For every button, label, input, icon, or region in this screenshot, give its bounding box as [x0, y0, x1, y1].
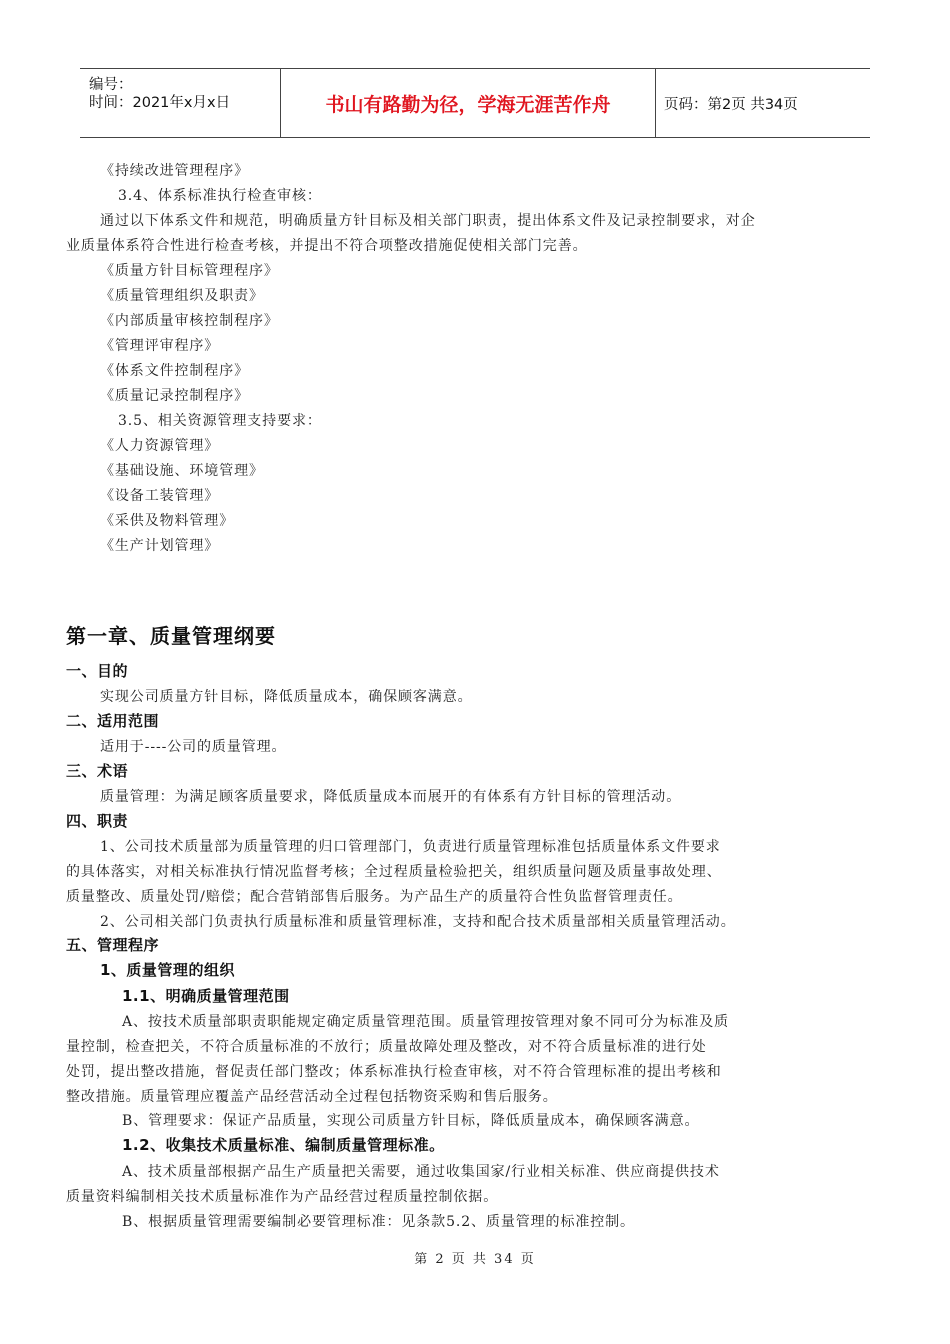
doc-line: 《体系文件控制程序》: [100, 363, 249, 379]
section-text: 实现公司质量方针目标，降低质量成本，确保顾客满意。: [100, 689, 473, 705]
page-footer: 第 2 页 共 34 页: [414, 1252, 536, 1267]
doc-line: 《基础设施、环境管理》: [100, 463, 264, 479]
paragraph-line: B、管理要求：保证产品质量，实现公司质量方针目标，降低质量成本，确保顾客满意。: [122, 1113, 700, 1129]
paragraph-line: 1、公司技术质量部为质量管理的归口管理部门，负责进行质量管理标准包括质量体系文件要求: [100, 839, 721, 855]
doc-line: 《质量管理组织及职责》: [100, 288, 264, 304]
header-motto-cell: [281, 69, 656, 137]
paragraph-line: 质量资料编制相关技术质量标准作为产品经营过程质量控制依据。: [66, 1189, 499, 1205]
paragraph-line: 整改措施。质量管理应覆盖产品经营活动全过程包括物资采购和售后服务。: [66, 1089, 558, 1105]
section-text: 适用于----公司的质量管理。: [100, 739, 287, 755]
paragraph-line: A、按技术质量部职责职能规定确定质量管理范围。质量管理按管理对象不同可分为标准及质: [122, 1014, 730, 1030]
paragraph-line: A、技术质量部根据产品生产质量把关需要，通过收集国家/行业相关标准、供应商提供技术: [122, 1164, 720, 1180]
subsection-title: 1.1、明确质量管理范围: [122, 987, 290, 1005]
number-label: 编号：: [89, 77, 133, 93]
paragraph-line: 处罚，提出整改措施，督促责任部门整改；体系标准执行检查审核，对不符合管理标准的提出考核和: [66, 1064, 722, 1080]
paragraph-line: 的具体落实，对相关标准执行情况监督考核；全过程质量检验把关，组织质量问题及质量事故处理、: [66, 864, 722, 880]
paragraph-line: 质量整改、质量处罚/赔偿；配合营销部售后服务。为产品生产的质量符合性负监督管理责任。: [66, 889, 683, 905]
header-meta-cell: [80, 69, 281, 137]
header-page-cell: [656, 69, 870, 137]
doc-line: 《生产计划管理》: [100, 538, 220, 554]
doc-line: 《持续改进管理程序》: [100, 163, 249, 179]
subsection-title: 1、质量管理的组织: [100, 961, 235, 979]
document-header: [80, 68, 870, 138]
paragraph-line: 业质量体系符合性进行检查考核，并提出不符合项整改措施促使相关部门完善。: [66, 238, 588, 254]
paragraph-line: 通过以下体系文件和规范，明确质量方针目标及相关部门职责，提出体系文件及记录控制要求，对企: [100, 213, 756, 229]
date-label: 时间：2021年x月x日: [89, 95, 231, 111]
paragraph-line: 量控制，检查把关，不符合质量标准的不放行；质量故障处理及整改，对不符合质量标准的进行处: [66, 1039, 707, 1055]
section-title-procedure: 五、管理程序: [66, 936, 160, 954]
paragraph-line: 2、公司相关部门负责执行质量标准和质量管理标准，支持和配合技术质量部相关质量管理活动。: [100, 914, 736, 930]
paragraph-line: B、根据质量管理需要编制必要管理标准：见条款5.2、质量管理的标准控制。: [122, 1214, 635, 1230]
section-3-5: 3.5、相关资源管理支持要求：: [118, 413, 322, 429]
section-text: 质量管理：为满足顾客质量要求，降低质量成本而展开的有体系有方针目标的管理活动。: [100, 789, 682, 805]
doc-line: 《采供及物料管理》: [100, 513, 235, 529]
doc-line: 《质量方针目标管理程序》: [100, 263, 279, 279]
doc-line: 《管理评审程序》: [100, 338, 220, 354]
page-label: 页码：第2页 共34页: [664, 97, 798, 113]
doc-line: 《质量记录控制程序》: [100, 388, 249, 404]
section-3-4: 3.4、体系标准执行检查审核：: [118, 188, 322, 204]
motto: 书山有路勤为径，学海无涯苦作舟: [325, 94, 611, 116]
section-title-duties: 四、职责: [66, 812, 129, 830]
subsection-title: 1.2、收集技术质量标准、编制质量管理标准。: [122, 1136, 445, 1154]
section-title-purpose: 一、目的: [66, 662, 129, 680]
chapter-title: 第一章、质量管理纲要: [66, 624, 276, 648]
doc-line: 《设备工装管理》: [100, 488, 220, 504]
doc-line: 《人力资源管理》: [100, 438, 220, 454]
section-title-terms: 三、术语: [66, 762, 129, 780]
section-title-scope: 二、适用范围: [66, 712, 160, 730]
doc-line: 《内部质量审核控制程序》: [100, 313, 279, 329]
